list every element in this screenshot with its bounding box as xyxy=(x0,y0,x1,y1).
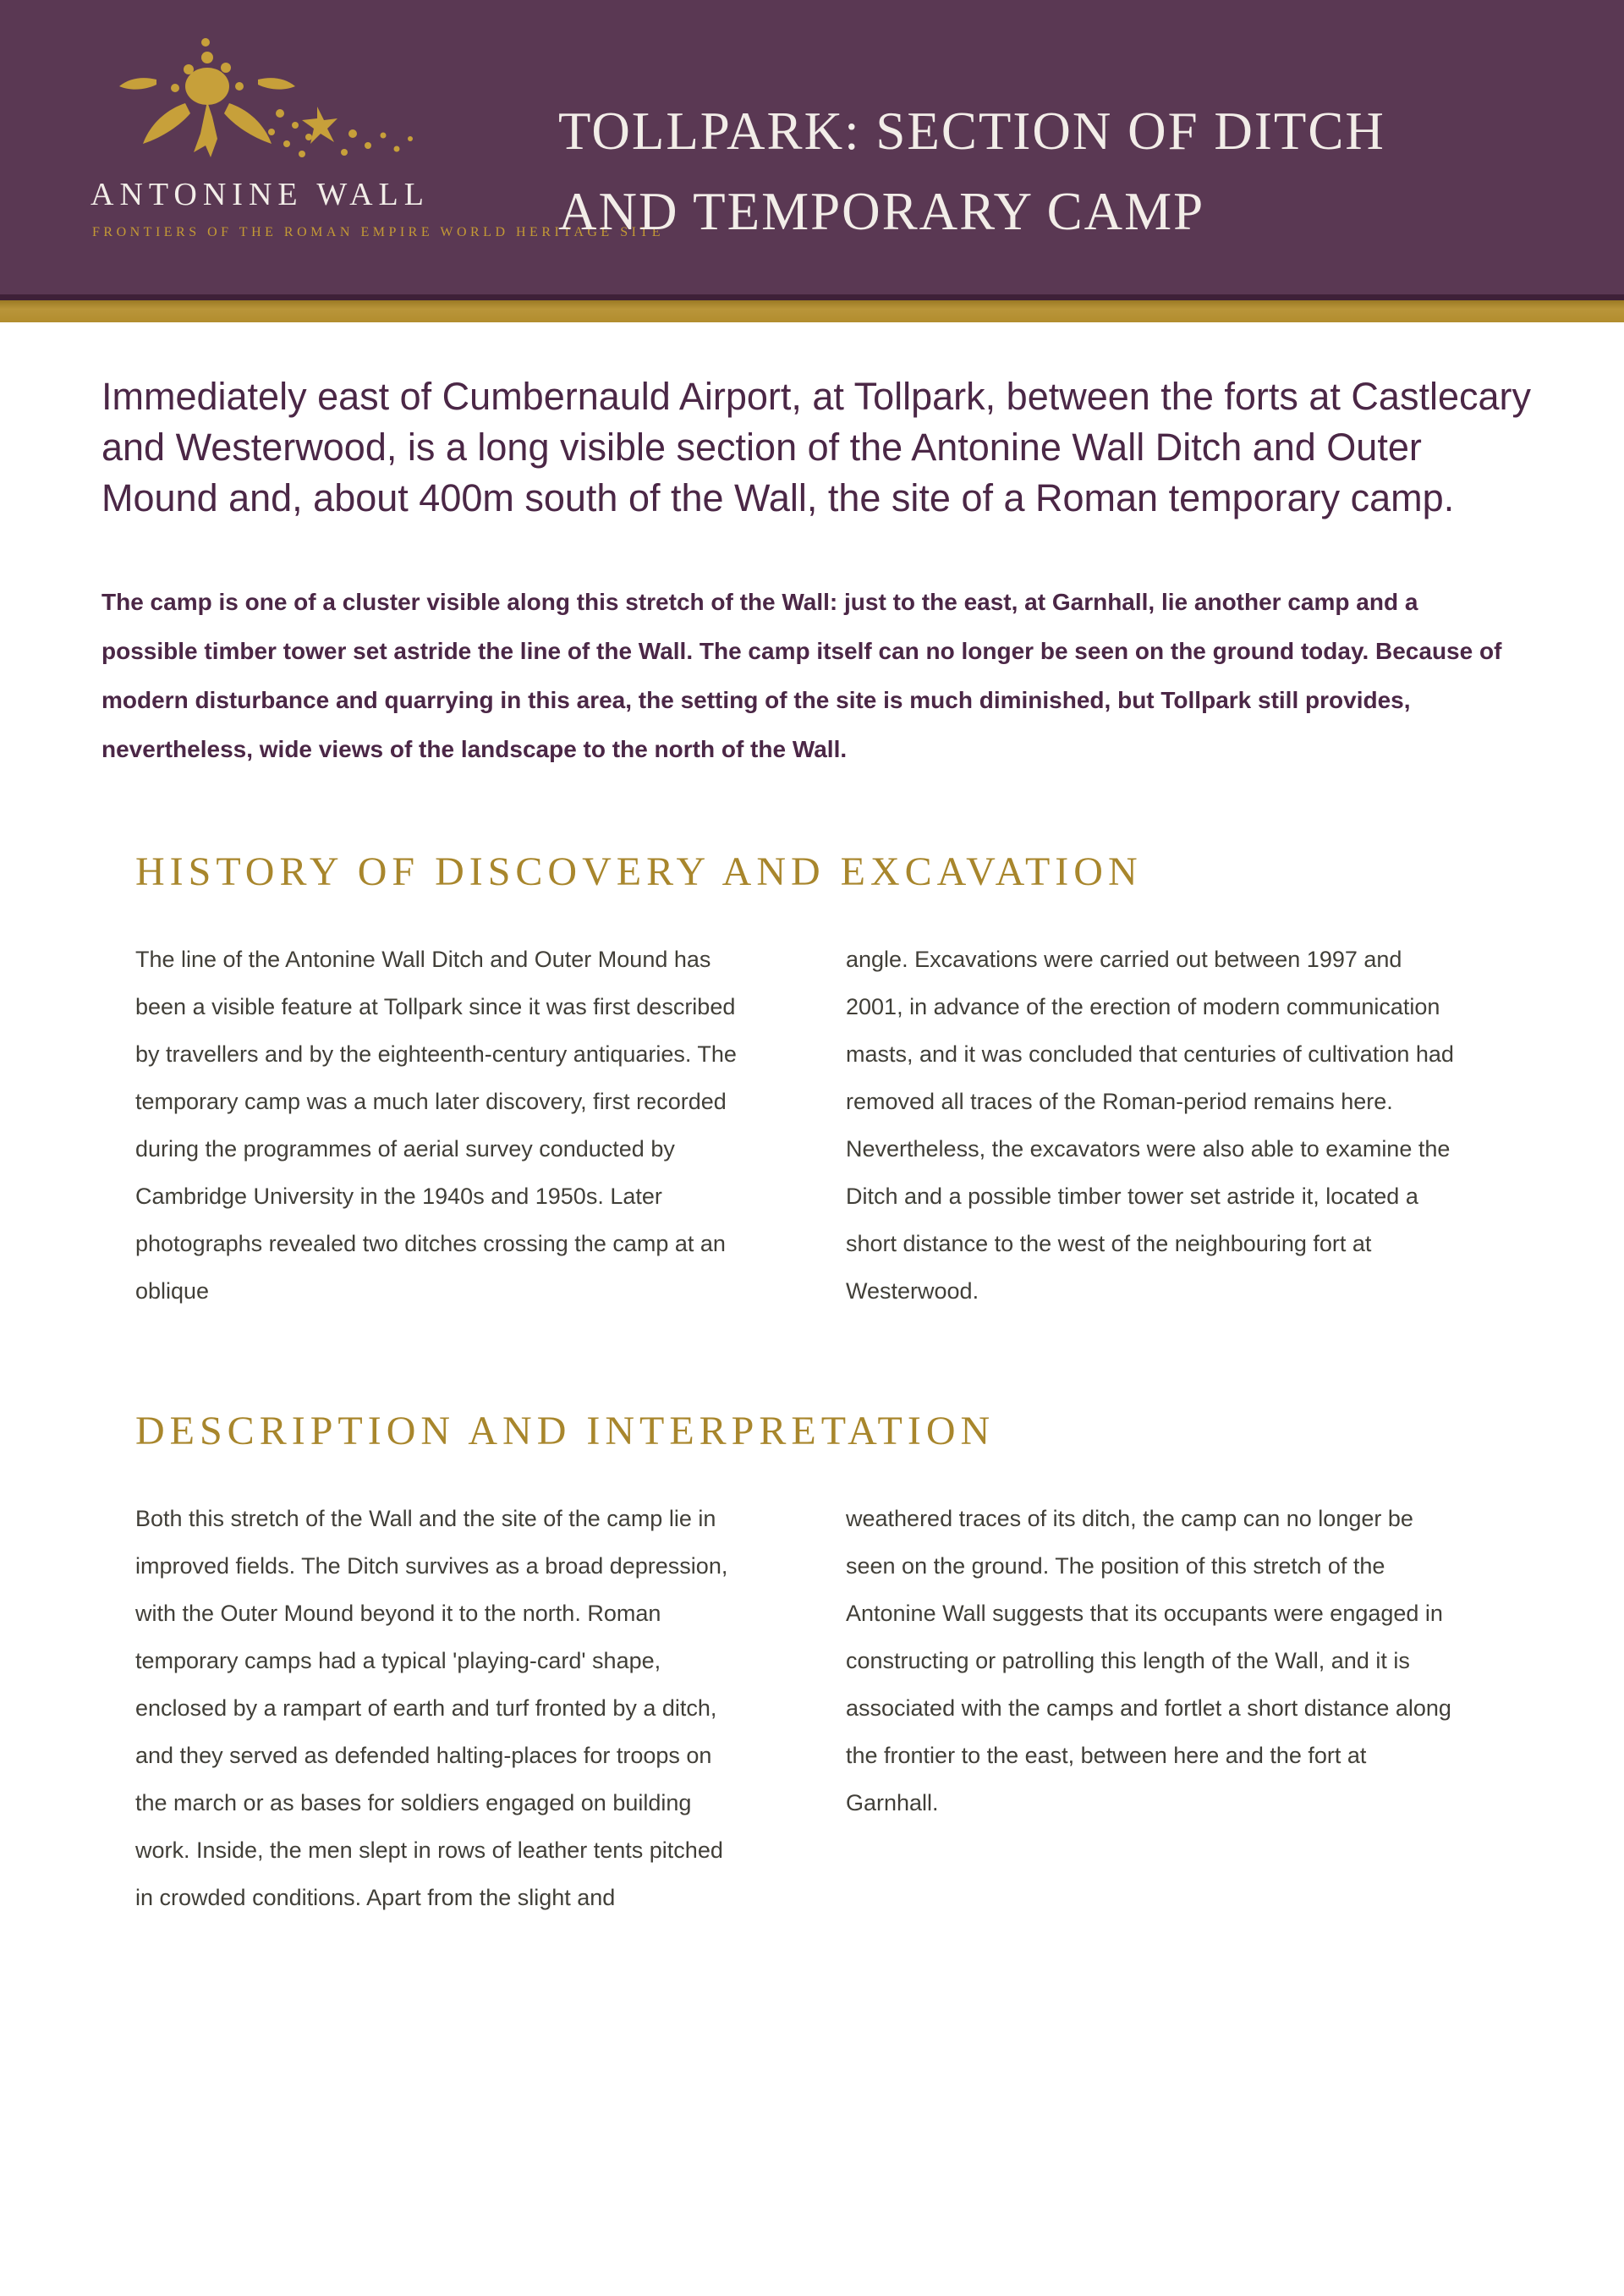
section-heading-description: DESCRIPTION AND INTERPRETATION xyxy=(135,1409,996,1453)
description-column-1: Both this stretch of the Wall and the site of the camp lie in improved fields. The Ditch survives as a broad depression, with the Outer Mound beyond it to the north. Roman temporary camps had a typical 'playing-card' shape, enclosed by a rampart of earth and turf fronted by a ditch, and they served as defended halting-places for troops on the march or as bases for soldiers engaged on building work. Inside, the men slept in rows of leather tents pitched in crowded conditions. Apart from the slight and xyxy=(135,1506,728,1910)
thistle-logo-icon xyxy=(106,25,444,171)
history-columns xyxy=(135,936,1522,1315)
history-column-2: angle. Excavations were carried out between 1997 and 2001, in advance of the erection of modern communication masts, and it was concluded that centuries of cultivation had removed all traces of the Roman-period remains here. Nevertheless, the excavators were also able to examine the Ditch and a possible timber tower set astride it, located a short distance to the west of the neighbouring fort at Westerwood. xyxy=(846,947,1454,1304)
page-title-line2: AND TEMPORARY CAMP xyxy=(558,182,1205,241)
lead-paragraph: The camp is one of a cluster visible along this stretch of the Wall: just to the east, at Garnhall, lie another camp and a possible timber tower set astride the line of the Wall. The camp itself can no longer be seen on the ground today. Because of modern disturbance and quarrying in this area, the setting of the site is much diminished, but Tollpark still provides, nevertheless, wide views of the landscape to the north of the Wall. xyxy=(102,589,1502,762)
page-title xyxy=(558,91,1385,252)
page-header xyxy=(0,0,1624,294)
section-heading-history: HISTORY OF DISCOVERY AND EXCAVATION xyxy=(135,849,1143,894)
description-column-2: weathered traces of its ditch, the camp can no longer be seen on the ground. The position of this stretch of the Antonine Wall suggests that its occupants were engaged in constructing or patrolling this length of the Wall, and it is associated with the camps and fortlet a short distance along the frontier to the east, between here and the fort at Garnhall. xyxy=(846,1506,1451,1815)
page-title-line1: TOLLPARK: SECTION OF DITCH xyxy=(558,102,1385,161)
intro-paragraph: Immediately east of Cumbernauld Airport, at Tollpark, between the forts at Castlecary and Westerwood, is a long visible section of the Antonine Wall Ditch and Outer Mound and, about 400m south of the Wall, the site of a Roman temporary camp. xyxy=(102,375,1531,519)
logo-wordmark: ANTONINE WALL xyxy=(91,177,430,212)
page-content xyxy=(0,371,1624,1921)
history-column-1: The line of the Antonine Wall Ditch and Outer Mound has been a visible feature at Tollpark since it was first described by travellers and by the eighteenth-century antiquaries. The temporary camp was a much later discovery, first recorded during the programmes of aerial survey conducted by Cambridge University in the 1940s and 1950s. Later photographs revealed two ditches crossing the camp at an oblique xyxy=(135,947,737,1304)
antonine-wall-logo xyxy=(80,25,664,240)
gold-divider xyxy=(0,294,1624,322)
description-columns xyxy=(135,1495,1522,1921)
logo-tagline: FRONTIERS OF THE ROMAN EMPIRE WORLD HERITAGE SITE xyxy=(92,225,664,239)
